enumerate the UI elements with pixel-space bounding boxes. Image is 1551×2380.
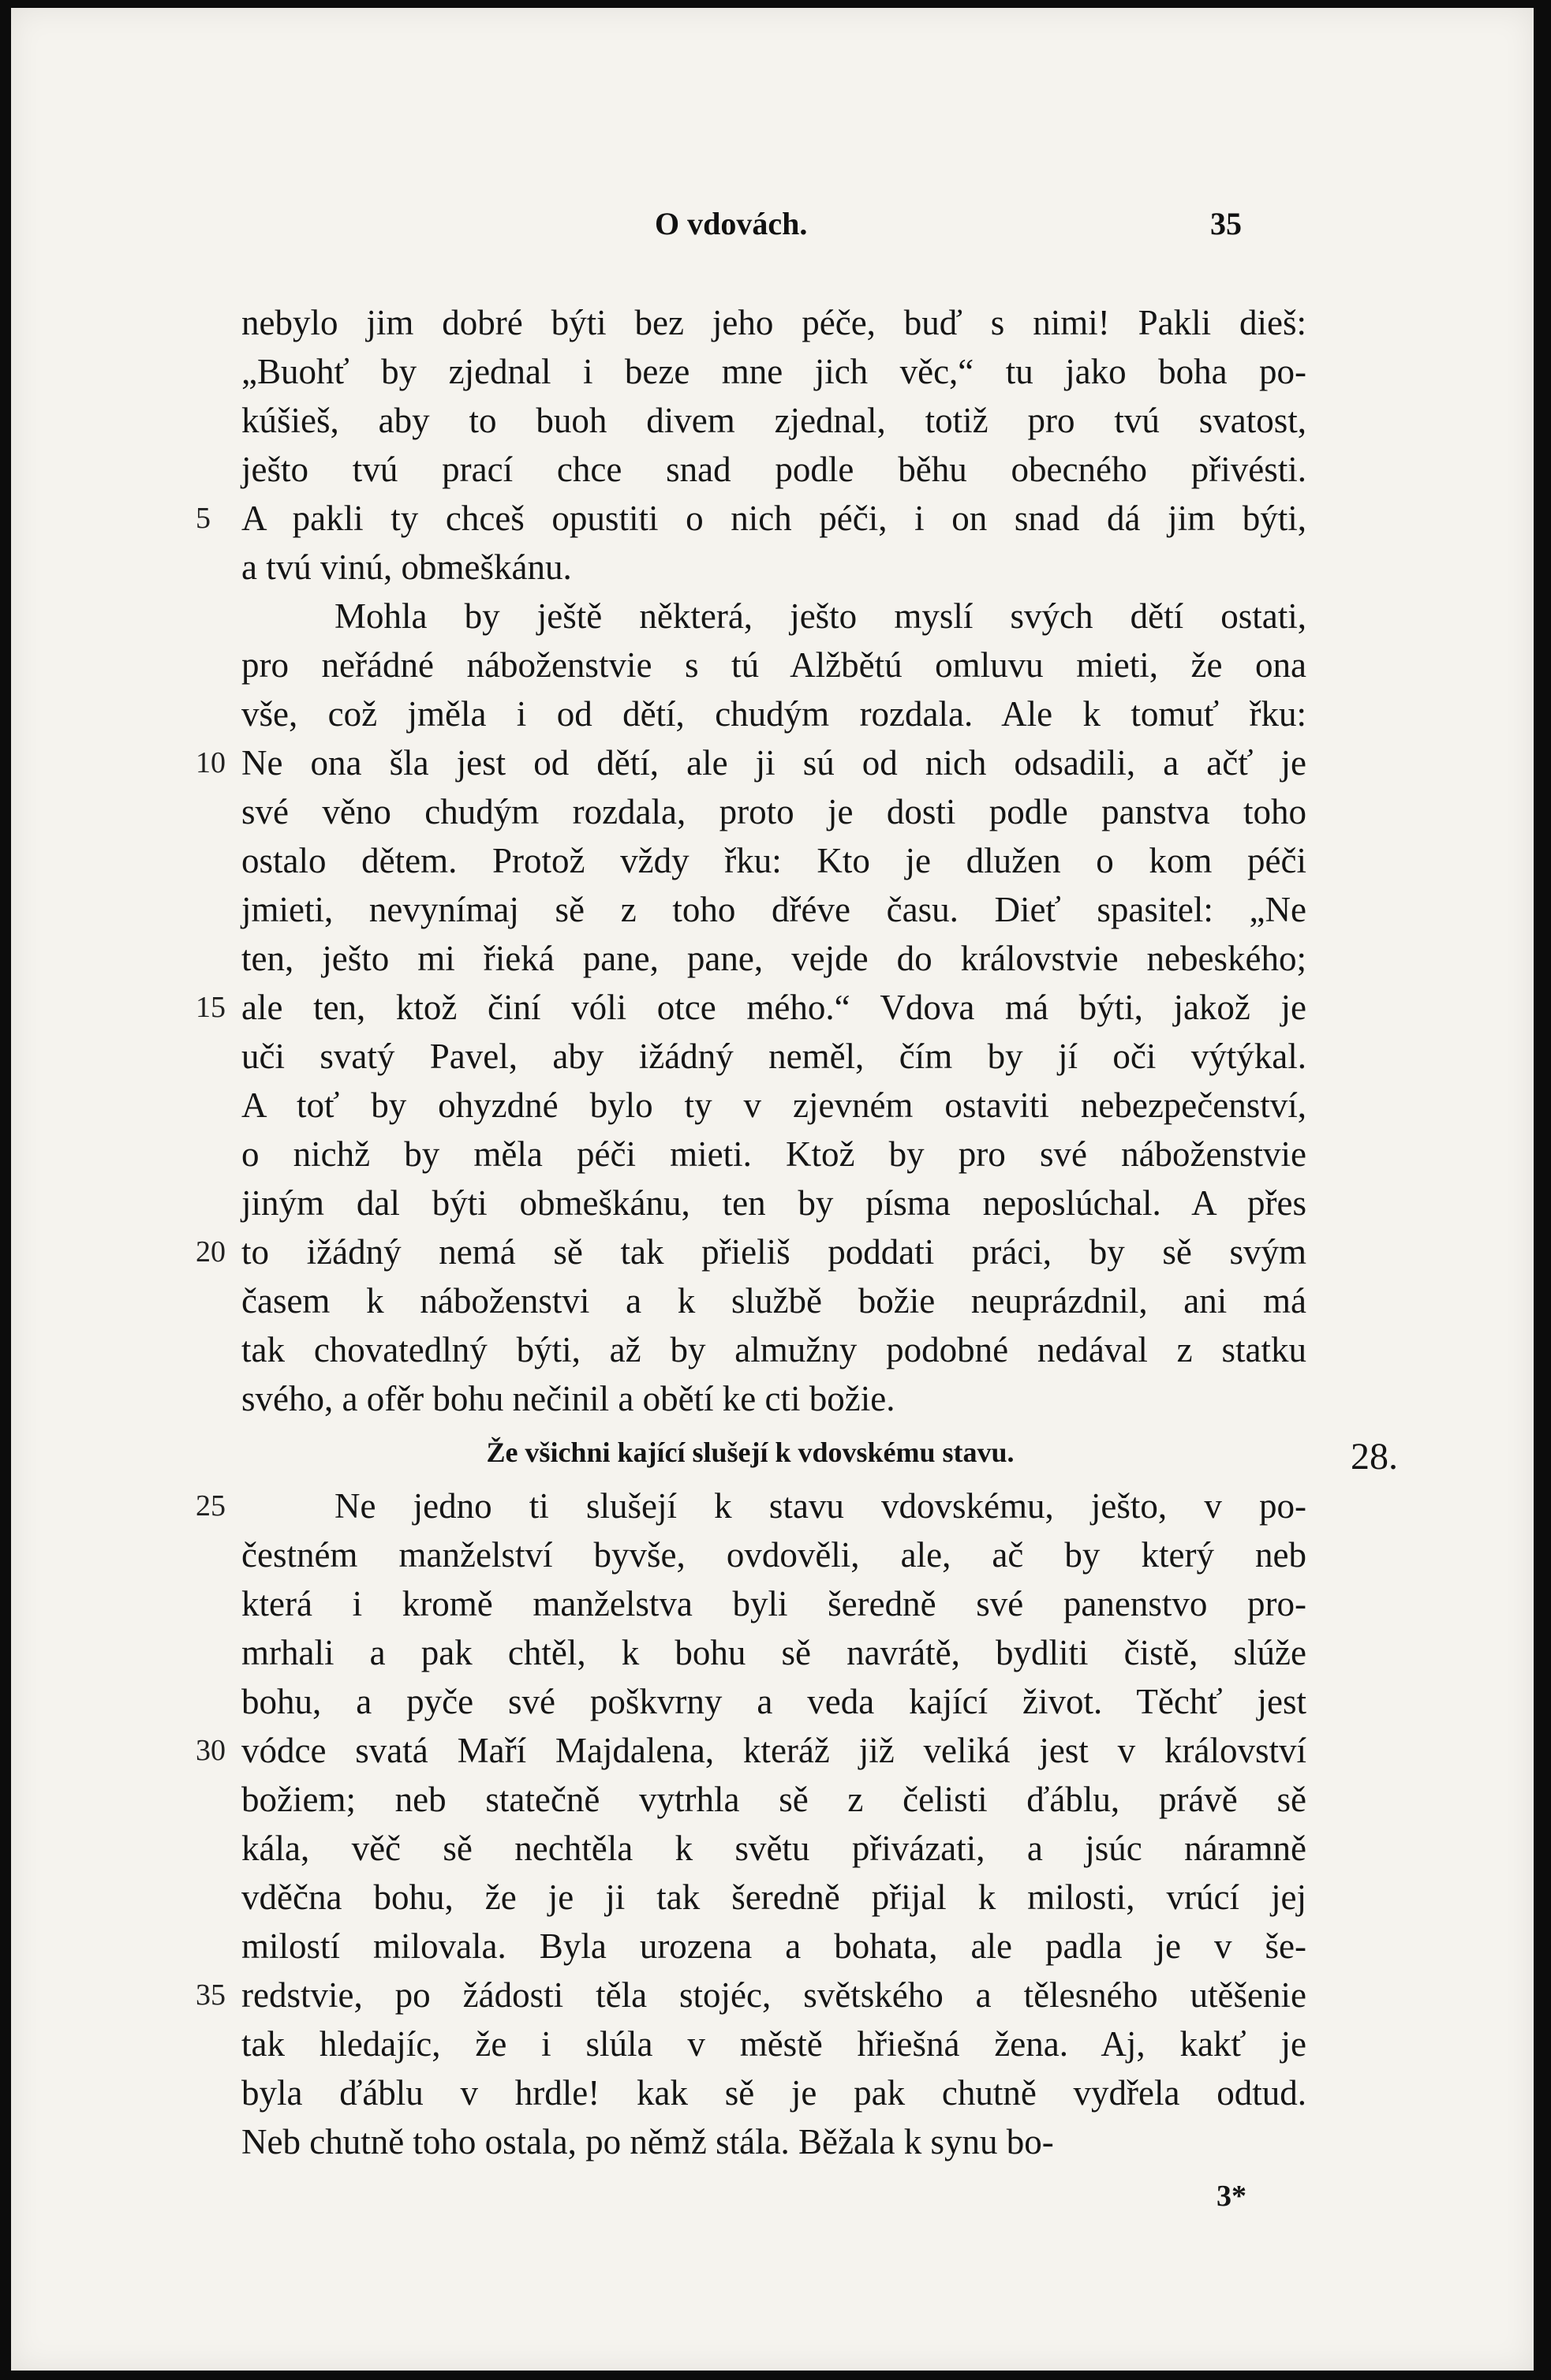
line-number: 25	[196, 1489, 226, 1523]
book-page	[11, 8, 1534, 2371]
text-line	[196, 1726, 1306, 1775]
line-text: Ne ona šla jest od dětí, ale ji sú od nich odsadili, a ačť je	[241, 743, 1306, 783]
line-text: vděčna bohu, že je ji tak šeredně přijal k milosti, vrúcí jej	[241, 1877, 1306, 1917]
text-line	[241, 1081, 1306, 1130]
line-text: která i kromě manželstva byli šeredně své panenstvo pro-	[241, 1584, 1306, 1623]
text-line	[241, 1032, 1306, 1081]
text-line	[241, 2019, 1306, 2068]
line-number: 35	[196, 1978, 226, 2012]
section-heading-row	[241, 1423, 1398, 1481]
text-line	[241, 1276, 1306, 1325]
line-number: 15	[196, 991, 226, 1024]
line-text: Ne jedno ti slušejí k stavu vdovskému, ješto, v po-	[334, 1486, 1306, 1526]
line-text: ješto tvú prací chce snad podle běhu obecného přivésti.	[241, 450, 1306, 489]
text-line	[241, 2117, 1306, 2166]
text-line	[241, 445, 1306, 494]
text-line	[241, 1628, 1306, 1677]
line-text: bohu, a pyče své poškvrny a veda kající život. Těchť jest	[241, 1682, 1306, 1721]
line-text: kúšieš, aby to buoh divem zjednal, totiž pro tvú svatost,	[241, 401, 1306, 440]
paragraphs-after-heading	[196, 1481, 1306, 2166]
line-number: 30	[196, 1734, 226, 1767]
line-text: pro neřádné náboženstvie s tú Alžbětú omluvu mieti, že ona	[241, 645, 1306, 685]
text-line	[241, 1922, 1306, 1971]
text-line	[241, 934, 1306, 983]
line-text: byla ďáblu v hrdle! kak sě je pak chutně vydřela odtud.	[241, 2073, 1306, 2113]
line-text: ostalo dětem. Protož vždy řku: Kto je dlužen o kom péči	[241, 841, 1306, 880]
line-text: časem k náboženstvi a k službě božie neuprázdnil, ani má	[241, 1281, 1306, 1321]
text-line	[241, 298, 1306, 347]
line-number: 5	[196, 502, 211, 535]
line-text: kála, věč sě nechtěla k světu přivázati, a jsúc náramně	[241, 1829, 1306, 1868]
line-text: vše, což jměla i od dětí, chudým rozdala. Ale k tomuť řku:	[241, 694, 1306, 734]
page-number: 35	[1210, 206, 1242, 241]
line-number: 10	[196, 746, 226, 779]
line-text: nebylo jim dobré býti bez jeho péče, buď s nimi! Pakli dieš:	[241, 303, 1306, 342]
line-text: mrhali a pak chtěl, k bohu sě navrátě, bydliti čistě, slúže	[241, 1633, 1306, 1672]
text-line	[196, 1227, 1306, 1276]
text-body	[196, 298, 1398, 2166]
paragraphs-before-heading	[196, 298, 1306, 1423]
text-line	[241, 885, 1306, 934]
line-text: Neb chutně toho ostala, po němž stála. Běžala k synu bo-	[241, 2122, 1054, 2161]
line-text: božiem; neb statečně vytrhla sě z čelisti ďáblu, právě sě	[241, 1780, 1306, 1819]
text-line	[241, 1130, 1306, 1179]
line-text: „Buohť by zjednal i beze mne jich věc,“ tu jako boha po-	[241, 352, 1306, 391]
running-header	[11, 205, 1534, 252]
line-text: redstvie, po žádosti těla stojéc, světského a tělesného utěšenie	[241, 1975, 1306, 2015]
text-line	[241, 689, 1306, 738]
text-line	[241, 2068, 1306, 2117]
text-line	[241, 1325, 1306, 1374]
text-line	[196, 738, 1306, 787]
line-text: tak chovatedlný býti, až by almužny podobné nedával z statku	[241, 1330, 1306, 1369]
text-line	[241, 1677, 1306, 1726]
text-line	[196, 1481, 1306, 1530]
text-line	[241, 543, 1306, 592]
text-line	[196, 494, 1306, 543]
line-text: to ižádný nemá sě tak přieliš poddati práci, by sě svým	[241, 1232, 1306, 1272]
text-line	[241, 1579, 1306, 1628]
text-line	[241, 836, 1306, 885]
line-text: ten, ješto mi řieká pane, pane, vejde do královstvie nebeského;	[241, 939, 1306, 978]
line-text: jmieti, nevynímaj sě z toho dřéve času. Dieť spasitel: „Ne	[241, 890, 1306, 929]
line-number: 20	[196, 1235, 226, 1268]
line-text: ale ten, ktož činí vóli otce mého.“ Vdova má býti, jakož je	[241, 988, 1306, 1027]
line-text: jiným dal býti obmeškánu, ten by písma neposlúchal. A přes	[241, 1183, 1306, 1223]
text-line	[241, 347, 1306, 396]
text-line	[196, 1971, 1306, 2019]
line-text: o nichž by měla péči mieti. Ktož by pro své náboženstvie	[241, 1134, 1306, 1174]
line-text: tak hledajíc, že i slúla v městě hřiešná žena. Aj, kakť je	[241, 2024, 1306, 2064]
text-line	[241, 592, 1306, 641]
line-text: milostí milovala. Byla urozena a bohata, ale padla je v še-	[241, 1926, 1306, 1966]
line-text: A toť by ohyzdné bylo ty v zjevném ostaviti nebezpečenství,	[241, 1085, 1306, 1125]
text-line	[241, 1824, 1306, 1873]
text-line	[196, 983, 1306, 1032]
line-text: vódce svatá Maří Majdalena, kteráž již veliká jest v království	[241, 1731, 1306, 1770]
section-number: 28.	[1351, 1436, 1398, 1478]
text-line	[241, 1179, 1306, 1227]
line-text: své věno chudým rozdala, proto je dosti podle panstva toho	[241, 792, 1306, 831]
text-line	[241, 396, 1306, 445]
text-line	[241, 1775, 1306, 1824]
line-text: uči svatý Pavel, aby ižádný neměl, čím by jí oči výtýkal.	[241, 1037, 1306, 1076]
chapter-title: O vdovách.	[655, 206, 808, 241]
line-text: a tvú vinú, obmeškánu.	[241, 547, 572, 587]
text-line	[241, 641, 1306, 689]
signature-mark: 3*	[1217, 2180, 1246, 2213]
line-text: Mohla by ještě některá, ješto myslí svých dětí ostati,	[334, 596, 1306, 636]
text-line	[241, 1873, 1306, 1922]
text-line	[241, 1530, 1306, 1579]
line-text: A pakli ty chceš opustiti o nich péči, i on snad dá jim býti,	[241, 499, 1306, 538]
line-text: svého, a ofěr bohu nečinil a obětí ke cti božie.	[241, 1379, 895, 1418]
line-text: čestném manželství byvše, ovdověli, ale, ač by který neb	[241, 1535, 1306, 1575]
text-line	[241, 1374, 1306, 1423]
section-heading: Že všichni kající slušejí k vdovskému stavu.	[486, 1437, 1015, 1468]
text-line	[241, 787, 1306, 836]
